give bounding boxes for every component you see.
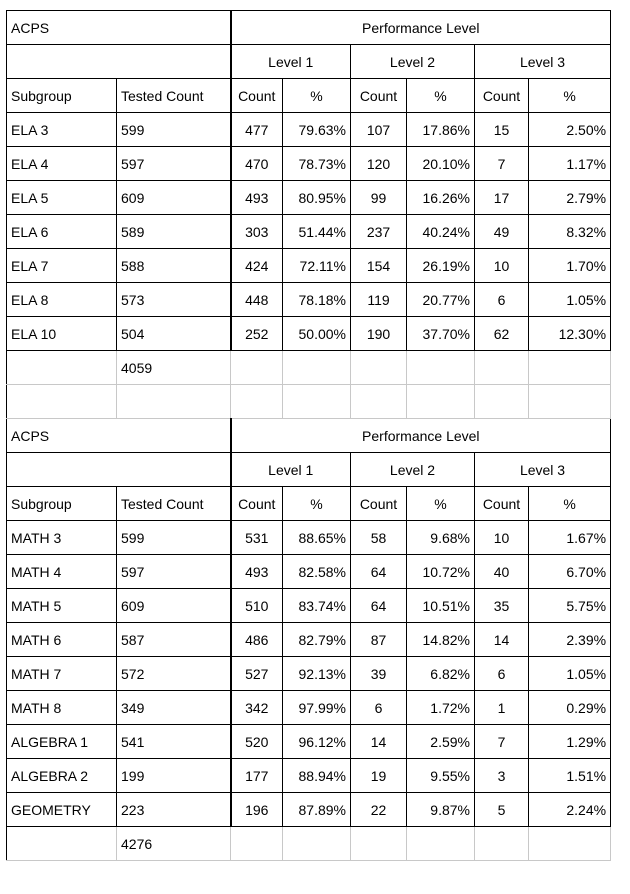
subgroup-cell: MATH 4 bbox=[7, 555, 117, 589]
level3-percent-cell: 1.67% bbox=[529, 521, 611, 555]
performance-table bbox=[6, 10, 611, 861]
level-header: Level 2 bbox=[351, 453, 475, 487]
level2-percent-cell: 14.82% bbox=[407, 623, 475, 657]
table-row bbox=[7, 249, 611, 283]
table-row bbox=[7, 317, 611, 351]
tested-count-cell: 609 bbox=[117, 181, 231, 215]
header-row-columns bbox=[7, 487, 611, 521]
tested-count-cell: 589 bbox=[117, 215, 231, 249]
table-row bbox=[7, 113, 611, 147]
tested-count-cell: 609 bbox=[117, 589, 231, 623]
header-row-levels bbox=[7, 45, 611, 79]
empty-cell bbox=[7, 385, 117, 419]
performance-level-header: Performance Level bbox=[231, 419, 611, 453]
level3-percent-cell: 1.05% bbox=[529, 657, 611, 691]
spacer-row bbox=[7, 385, 611, 419]
count-header: Count bbox=[231, 487, 283, 521]
level2-count-cell: 14 bbox=[351, 725, 407, 759]
org-label: ACPS bbox=[7, 11, 231, 45]
level1-percent-cell: 82.58% bbox=[283, 555, 351, 589]
level3-percent-cell: 2.24% bbox=[529, 793, 611, 827]
tested-count-header: Tested Count bbox=[117, 487, 231, 521]
level1-count-cell: 493 bbox=[231, 181, 283, 215]
level1-percent-cell: 96.12% bbox=[283, 725, 351, 759]
level1-count-cell: 470 bbox=[231, 147, 283, 181]
level2-count-cell: 6 bbox=[351, 691, 407, 725]
table-row bbox=[7, 691, 611, 725]
empty-cell bbox=[117, 385, 231, 419]
tested-count-cell: 588 bbox=[117, 249, 231, 283]
subgroup-cell: ELA 8 bbox=[7, 283, 117, 317]
level1-percent-cell: 78.73% bbox=[283, 147, 351, 181]
count-header: Count bbox=[351, 79, 407, 113]
table-row bbox=[7, 725, 611, 759]
level1-count-cell: 510 bbox=[231, 589, 283, 623]
level1-percent-cell: 72.11% bbox=[283, 249, 351, 283]
org-label: ACPS bbox=[7, 419, 231, 453]
level1-count-cell: 252 bbox=[231, 317, 283, 351]
level3-percent-cell: 6.70% bbox=[529, 555, 611, 589]
table-row bbox=[7, 181, 611, 215]
level3-count-cell: 6 bbox=[475, 657, 529, 691]
level1-percent-cell: 80.95% bbox=[283, 181, 351, 215]
level1-count-cell: 493 bbox=[231, 555, 283, 589]
level2-count-cell: 64 bbox=[351, 589, 407, 623]
percent-header: % bbox=[407, 487, 475, 521]
level3-count-cell: 10 bbox=[475, 249, 529, 283]
level2-percent-cell: 1.72% bbox=[407, 691, 475, 725]
level3-count-cell: 62 bbox=[475, 317, 529, 351]
subgroup-cell: MATH 5 bbox=[7, 589, 117, 623]
level1-count-cell: 448 bbox=[231, 283, 283, 317]
empty-cell bbox=[529, 827, 611, 861]
level3-count-cell: 49 bbox=[475, 215, 529, 249]
level2-percent-cell: 10.72% bbox=[407, 555, 475, 589]
subgroup-cell: ELA 5 bbox=[7, 181, 117, 215]
level1-percent-cell: 97.99% bbox=[283, 691, 351, 725]
level1-count-cell: 477 bbox=[231, 113, 283, 147]
level2-percent-cell: 2.59% bbox=[407, 725, 475, 759]
level3-percent-cell: 1.29% bbox=[529, 725, 611, 759]
table-row bbox=[7, 759, 611, 793]
tested-count-total: 4276 bbox=[117, 827, 231, 861]
tested-count-cell: 599 bbox=[117, 113, 231, 147]
subgroup-cell: ELA 7 bbox=[7, 249, 117, 283]
percent-header: % bbox=[283, 79, 351, 113]
level1-percent-cell: 82.79% bbox=[283, 623, 351, 657]
level1-count-cell: 177 bbox=[231, 759, 283, 793]
subgroup-cell: ALGEBRA 2 bbox=[7, 759, 117, 793]
level1-percent-cell: 88.65% bbox=[283, 521, 351, 555]
empty-cell bbox=[7, 453, 231, 487]
count-header: Count bbox=[475, 487, 529, 521]
level2-count-cell: 19 bbox=[351, 759, 407, 793]
level3-percent-cell: 1.70% bbox=[529, 249, 611, 283]
level1-count-cell: 527 bbox=[231, 657, 283, 691]
table-row bbox=[7, 793, 611, 827]
level1-count-cell: 520 bbox=[231, 725, 283, 759]
table-row bbox=[7, 283, 611, 317]
level3-count-cell: 1 bbox=[475, 691, 529, 725]
subgroup-cell: MATH 7 bbox=[7, 657, 117, 691]
empty-cell bbox=[351, 827, 407, 861]
table-row bbox=[7, 215, 611, 249]
tested-count-cell: 597 bbox=[117, 147, 231, 181]
level1-percent-cell: 87.89% bbox=[283, 793, 351, 827]
empty-cell bbox=[231, 827, 283, 861]
tested-count-cell: 223 bbox=[117, 793, 231, 827]
tested-count-total: 4059 bbox=[117, 351, 231, 385]
subgroup-cell: ELA 6 bbox=[7, 215, 117, 249]
total-row bbox=[7, 351, 611, 385]
level2-percent-cell: 17.86% bbox=[407, 113, 475, 147]
tested-count-header: Tested Count bbox=[117, 79, 231, 113]
level3-percent-cell: 1.05% bbox=[529, 283, 611, 317]
level-header: Level 1 bbox=[231, 453, 351, 487]
subgroup-cell: MATH 8 bbox=[7, 691, 117, 725]
level2-percent-cell: 26.19% bbox=[407, 249, 475, 283]
subgroup-header: Subgroup bbox=[7, 79, 117, 113]
percent-header: % bbox=[529, 79, 611, 113]
level3-percent-cell: 1.51% bbox=[529, 759, 611, 793]
percent-header: % bbox=[407, 79, 475, 113]
level2-count-cell: 39 bbox=[351, 657, 407, 691]
table-row bbox=[7, 147, 611, 181]
header-row-columns bbox=[7, 79, 611, 113]
level2-count-cell: 119 bbox=[351, 283, 407, 317]
level2-count-cell: 237 bbox=[351, 215, 407, 249]
level2-count-cell: 87 bbox=[351, 623, 407, 657]
level2-count-cell: 22 bbox=[351, 793, 407, 827]
level2-percent-cell: 6.82% bbox=[407, 657, 475, 691]
level1-count-cell: 424 bbox=[231, 249, 283, 283]
level-header: Level 1 bbox=[231, 45, 351, 79]
level3-count-cell: 7 bbox=[475, 725, 529, 759]
empty-cell bbox=[475, 827, 529, 861]
level1-count-cell: 486 bbox=[231, 623, 283, 657]
level2-count-cell: 99 bbox=[351, 181, 407, 215]
empty-cell bbox=[7, 45, 231, 79]
tested-count-cell: 573 bbox=[117, 283, 231, 317]
empty-cell bbox=[529, 351, 611, 385]
tested-count-cell: 199 bbox=[117, 759, 231, 793]
tested-count-cell: 597 bbox=[117, 555, 231, 589]
level3-count-cell: 6 bbox=[475, 283, 529, 317]
table-row bbox=[7, 657, 611, 691]
level2-percent-cell: 16.26% bbox=[407, 181, 475, 215]
empty-cell bbox=[407, 827, 475, 861]
level3-count-cell: 35 bbox=[475, 589, 529, 623]
level3-count-cell: 5 bbox=[475, 793, 529, 827]
level2-percent-cell: 9.87% bbox=[407, 793, 475, 827]
level1-percent-cell: 51.44% bbox=[283, 215, 351, 249]
level3-count-cell: 10 bbox=[475, 521, 529, 555]
subgroup-cell: ALGEBRA 1 bbox=[7, 725, 117, 759]
total-row bbox=[7, 827, 611, 861]
table-row bbox=[7, 589, 611, 623]
level2-count-cell: 64 bbox=[351, 555, 407, 589]
level3-percent-cell: 2.50% bbox=[529, 113, 611, 147]
level-header: Level 3 bbox=[475, 453, 611, 487]
level1-count-cell: 531 bbox=[231, 521, 283, 555]
level2-count-cell: 120 bbox=[351, 147, 407, 181]
level3-count-cell: 7 bbox=[475, 147, 529, 181]
level-header: Level 3 bbox=[475, 45, 611, 79]
empty-cell bbox=[7, 351, 117, 385]
level3-percent-cell: 2.79% bbox=[529, 181, 611, 215]
performance-level-header: Performance Level bbox=[231, 11, 611, 45]
tested-count-cell: 587 bbox=[117, 623, 231, 657]
level-header: Level 2 bbox=[351, 45, 475, 79]
level1-count-cell: 303 bbox=[231, 215, 283, 249]
header-row-org bbox=[7, 11, 611, 45]
level3-count-cell: 3 bbox=[475, 759, 529, 793]
level2-count-cell: 190 bbox=[351, 317, 407, 351]
level3-count-cell: 17 bbox=[475, 181, 529, 215]
subgroup-header: Subgroup bbox=[7, 487, 117, 521]
level2-percent-cell: 9.68% bbox=[407, 521, 475, 555]
level1-percent-cell: 83.74% bbox=[283, 589, 351, 623]
empty-cell bbox=[529, 385, 611, 419]
level1-percent-cell: 50.00% bbox=[283, 317, 351, 351]
header-row-org bbox=[7, 419, 611, 453]
level2-percent-cell: 9.55% bbox=[407, 759, 475, 793]
empty-cell bbox=[231, 385, 283, 419]
level1-percent-cell: 79.63% bbox=[283, 113, 351, 147]
level2-percent-cell: 10.51% bbox=[407, 589, 475, 623]
empty-cell bbox=[351, 351, 407, 385]
level3-percent-cell: 1.17% bbox=[529, 147, 611, 181]
level2-percent-cell: 40.24% bbox=[407, 215, 475, 249]
percent-header: % bbox=[283, 487, 351, 521]
empty-cell bbox=[407, 351, 475, 385]
empty-cell bbox=[283, 351, 351, 385]
percent-header: % bbox=[529, 487, 611, 521]
empty-cell bbox=[283, 385, 351, 419]
level3-percent-cell: 8.32% bbox=[529, 215, 611, 249]
table-row bbox=[7, 521, 611, 555]
subgroup-cell: ELA 3 bbox=[7, 113, 117, 147]
empty-cell bbox=[407, 385, 475, 419]
empty-cell bbox=[351, 385, 407, 419]
table-row bbox=[7, 555, 611, 589]
level3-count-cell: 15 bbox=[475, 113, 529, 147]
level2-count-cell: 154 bbox=[351, 249, 407, 283]
level3-percent-cell: 0.29% bbox=[529, 691, 611, 725]
tested-count-cell: 349 bbox=[117, 691, 231, 725]
empty-cell bbox=[475, 385, 529, 419]
tested-count-cell: 504 bbox=[117, 317, 231, 351]
subgroup-cell: MATH 3 bbox=[7, 521, 117, 555]
level1-percent-cell: 92.13% bbox=[283, 657, 351, 691]
level1-percent-cell: 88.94% bbox=[283, 759, 351, 793]
level1-count-cell: 342 bbox=[231, 691, 283, 725]
header-row-levels bbox=[7, 453, 611, 487]
level3-count-cell: 14 bbox=[475, 623, 529, 657]
level2-count-cell: 107 bbox=[351, 113, 407, 147]
subgroup-cell: ELA 4 bbox=[7, 147, 117, 181]
subgroup-cell: GEOMETRY bbox=[7, 793, 117, 827]
level2-count-cell: 58 bbox=[351, 521, 407, 555]
count-header: Count bbox=[351, 487, 407, 521]
empty-cell bbox=[475, 351, 529, 385]
level3-percent-cell: 2.39% bbox=[529, 623, 611, 657]
level3-percent-cell: 12.30% bbox=[529, 317, 611, 351]
level2-percent-cell: 37.70% bbox=[407, 317, 475, 351]
empty-cell bbox=[7, 827, 117, 861]
level2-percent-cell: 20.77% bbox=[407, 283, 475, 317]
level2-percent-cell: 20.10% bbox=[407, 147, 475, 181]
level3-count-cell: 40 bbox=[475, 555, 529, 589]
empty-cell bbox=[231, 351, 283, 385]
tested-count-cell: 572 bbox=[117, 657, 231, 691]
empty-cell bbox=[283, 827, 351, 861]
table-row bbox=[7, 623, 611, 657]
level3-percent-cell: 5.75% bbox=[529, 589, 611, 623]
level1-percent-cell: 78.18% bbox=[283, 283, 351, 317]
count-header: Count bbox=[475, 79, 529, 113]
tested-count-cell: 541 bbox=[117, 725, 231, 759]
subgroup-cell: ELA 10 bbox=[7, 317, 117, 351]
level1-count-cell: 196 bbox=[231, 793, 283, 827]
subgroup-cell: MATH 6 bbox=[7, 623, 117, 657]
count-header: Count bbox=[231, 79, 283, 113]
tested-count-cell: 599 bbox=[117, 521, 231, 555]
